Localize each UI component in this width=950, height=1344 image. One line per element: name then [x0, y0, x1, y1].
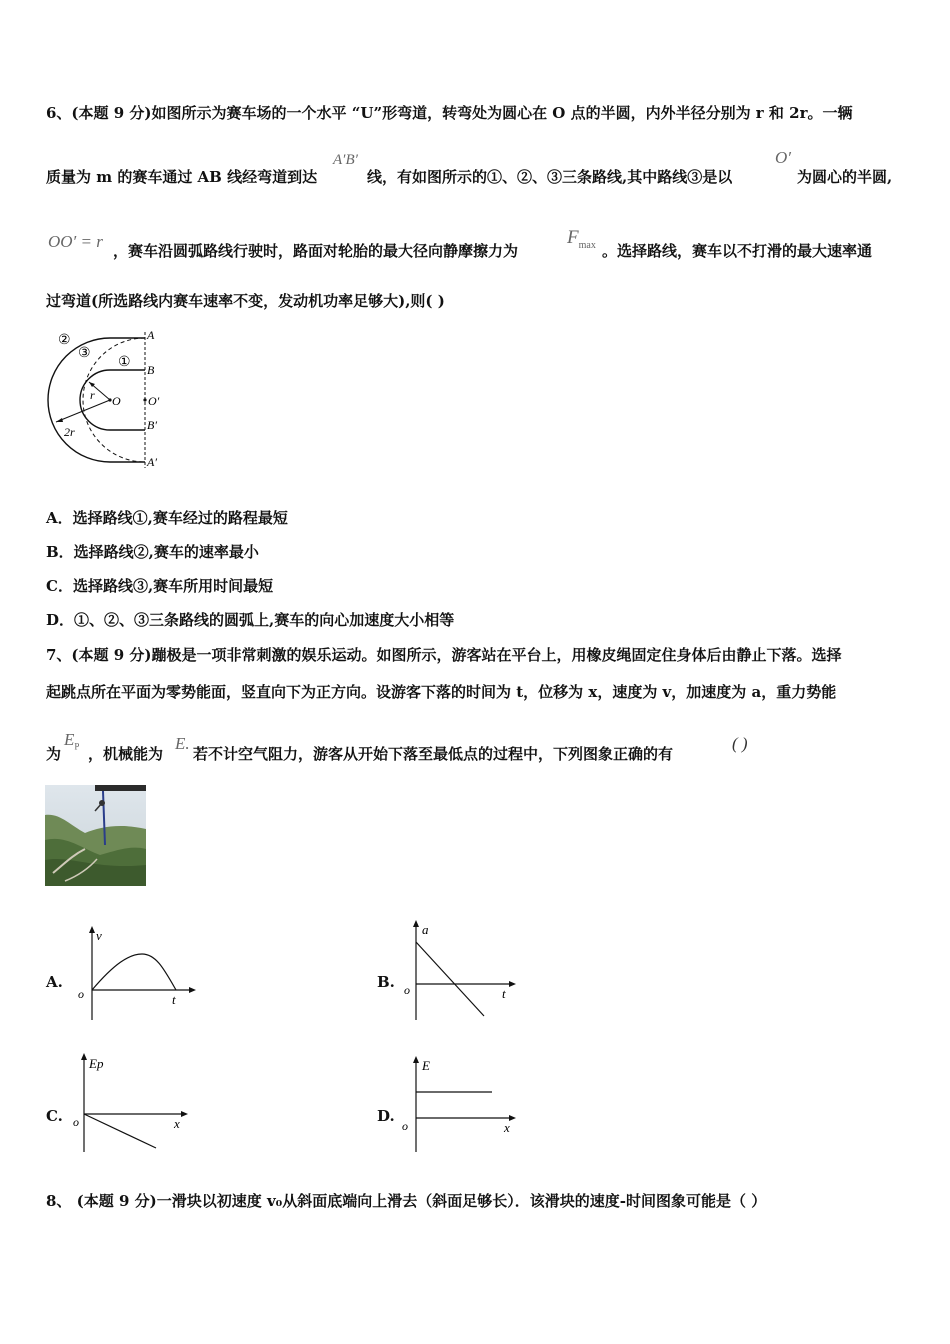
- graph-b-y-label: a: [422, 922, 429, 937]
- q6-line2b: 线，有如图所示的①、②、③三条路线,其中路线③是以: [367, 168, 733, 186]
- graph-d-y-label: E: [422, 1058, 430, 1073]
- q8-line1: 8、 (本题 9 分)一滑块以初速度 v₀从斜面底端向上滑去（斜面足够长）．该滑块的速度-时间图象可能是（ ）: [46, 1192, 767, 1210]
- label-r: r: [90, 388, 95, 402]
- graph-b-line: [416, 942, 484, 1016]
- label-2r: 2r: [64, 425, 75, 439]
- graph-b-a-t: [400, 918, 525, 1024]
- q6-line4: 过弯道(所选路线内赛车速率不变，发动机功率足够大),则( ): [46, 292, 445, 310]
- graph-a-x-label: t: [172, 992, 176, 1007]
- u-turn-figure: [44, 324, 174, 476]
- q7-option-c-label: C.: [46, 1107, 63, 1125]
- q7-line3b: ，机械能为: [88, 745, 164, 763]
- q7-sym-ep: $E_P$: [64, 730, 80, 752]
- graph-b-origin: o: [404, 983, 410, 997]
- q6-option-b: B．选择路线②,赛车的速率最小: [46, 543, 259, 561]
- graph-c-y-label: Ep: [89, 1056, 104, 1071]
- label-route-1: ①: [118, 355, 131, 370]
- q6-line2a: 质量为 m 的赛车通过 AB 线经弯道到达: [46, 168, 318, 186]
- graph-c-x-label: x: [174, 1116, 180, 1131]
- q6-option-a: A．选择路线①,赛车经过的路程最短: [46, 509, 288, 527]
- q7-sym-e: E.: [175, 734, 190, 753]
- graph-c-origin: o: [73, 1115, 79, 1129]
- q6-line3a: ，赛车沿圆弧路线行驶时，路面对轮胎的最大径向静摩擦力为: [113, 242, 519, 260]
- graph-a-curve: [92, 954, 176, 990]
- label-route-3: ③: [78, 346, 91, 361]
- q7-option-a-label: A.: [46, 973, 63, 991]
- q6-sym-f: $F_{max}$: [567, 227, 596, 251]
- label-O-prime: O′: [148, 394, 160, 408]
- label-A-prime: A′: [147, 455, 157, 469]
- graph-a-v-t: [74, 924, 199, 1024]
- label-O: O: [112, 394, 121, 408]
- q7-line3c: 若不计空气阻力，游客从开始下落至最低点的过程中，下列图象正确的有: [193, 745, 674, 763]
- graph-c-ep-x: [72, 1050, 197, 1154]
- q6-sym-oo-prime: OO′ = r: [48, 232, 103, 251]
- q7-line1: 7、(本题 9 分)蹦极是一项非常刺激的娱乐运动。如图所示，游客站在平台上，用橡皮绳固定住身体后由静止下落。选择: [46, 646, 842, 664]
- q6-line2c: 为圆心的半圆,: [797, 168, 893, 186]
- label-route-2: ②: [58, 333, 71, 348]
- q6-line1: 6、(本题 9 分)如图所示为赛车场的一个水平 “U”形弯道，转弯处为圆心在 O 点的半圆，内外半径分别为 r 和 2r。一辆: [46, 104, 853, 122]
- label-B-prime: B′: [147, 418, 157, 432]
- q6-option-d: D．①、②、③三条路线的圆弧上,赛车的向心加速度大小相等: [46, 611, 455, 629]
- label-A: A: [147, 328, 155, 342]
- graph-d-x-label: x: [504, 1120, 510, 1135]
- bungee-photo: [45, 785, 146, 886]
- q7-line3a: 为: [46, 745, 62, 763]
- q7-option-d-label: D.: [377, 1107, 395, 1125]
- graph-a-origin: o: [78, 987, 84, 1001]
- graph-b-x-label: t: [502, 986, 506, 1001]
- q7-option-b-label: B.: [377, 973, 395, 991]
- q6-line3b: 。选择路线，赛车以不打滑的最大速率通: [602, 242, 873, 260]
- graph-a-y-label: v: [96, 928, 102, 943]
- q6-sym-oprime: O′: [775, 148, 791, 167]
- q7-answer-paren: ( ): [732, 734, 748, 753]
- q6-sym-aprime-bprime: A′B′: [333, 152, 358, 168]
- graph-c-line: [84, 1114, 156, 1148]
- q7-line2: 起跳点所在平面为零势能面，竖直向下为正方向。设游客下落的时间为 t，位移为 x，速度为 v，加速度为 a，重力势能: [46, 683, 837, 701]
- graph-d-origin: o: [402, 1119, 408, 1133]
- label-B: B: [147, 363, 155, 377]
- q6-option-c: C．选择路线③,赛车所用时间最短: [46, 577, 274, 595]
- graph-d-e-x: [400, 1054, 525, 1154]
